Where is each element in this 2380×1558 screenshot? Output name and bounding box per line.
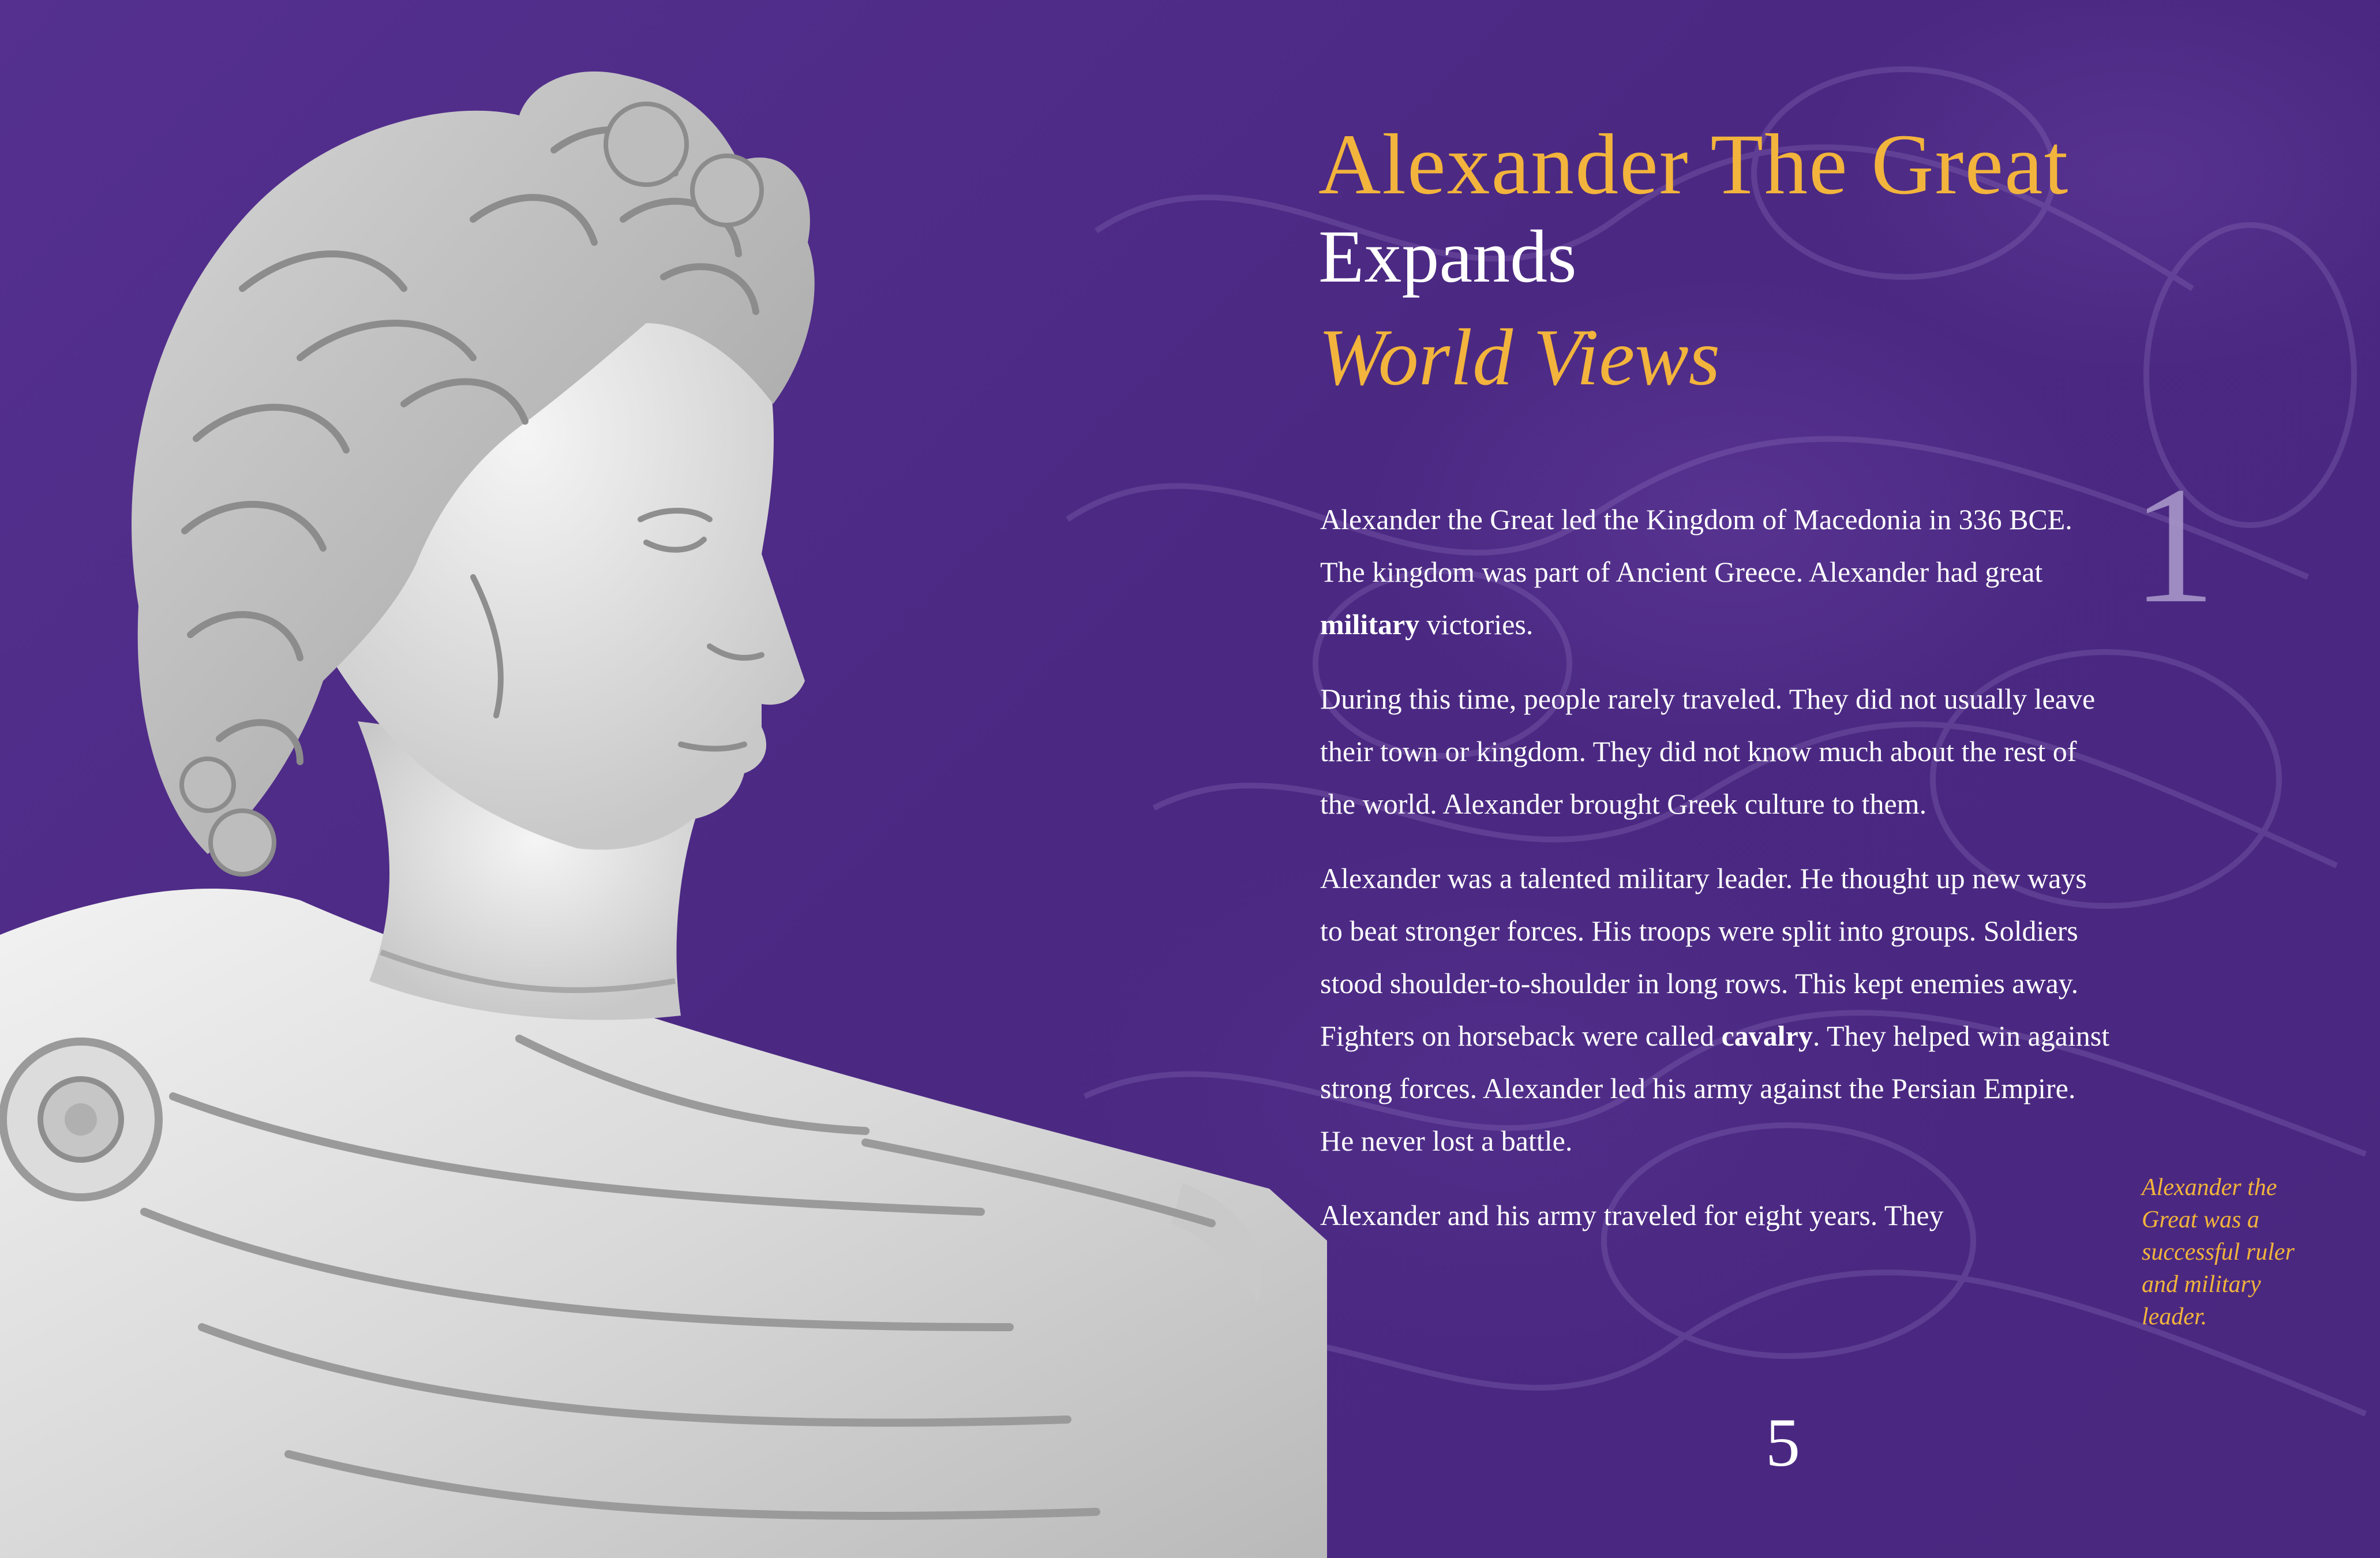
paragraph-3-run-3: . They helped win against strong forces. Alexander led his army against the Persian Empire. He never lost a battle. [1320, 1020, 2110, 1157]
paragraph-3 [1320, 852, 2116, 1167]
section-number: 1 [2132, 452, 2216, 638]
paragraph-4-run-1: Alexander and his army traveled for eight years. They [1320, 1199, 1944, 1231]
paragraph-1 [1320, 493, 2116, 651]
glossary-term-cavalry: cavalry [1721, 1020, 1813, 1052]
title-line-3: World Views [1318, 313, 1721, 402]
glossary-term-military: military [1320, 608, 1420, 641]
body-text [1320, 493, 2116, 1264]
title-line-1: Alexander The Great [1318, 117, 2070, 212]
paragraph-2-run-1: During this time, people rarely traveled. They did not usually leave their town or kingdom. They did not know much about the rest of the world. Alexander brought Greek culture to them. [1320, 683, 2096, 820]
paragraph-4 [1320, 1189, 2116, 1242]
page-number: 5 [1766, 1404, 1800, 1481]
paragraph-1-run-3: victories. [1419, 608, 1534, 641]
paragraph-1-run-1: Alexander the Great led the Kingdom of Macedonia in 336 BCE. The kingdom was part of Ancient Greece. Alexander had great [1320, 503, 2072, 588]
paragraph-3-run-1: Alexander was a talented military leader. He thought up new ways to beat stronger forces. His troops were split into groups. Soldiers stood shoulder-to-shoulder in long rows. This kept enemies away. Fighters on horseback were called [1320, 862, 2087, 1052]
title-line-2: Expands [1318, 215, 1577, 298]
paragraph-2 [1320, 673, 2116, 830]
page-title [1318, 117, 2328, 415]
image-caption: Alexander the Great was a successful ruler and military leader. [2142, 1174, 2295, 1330]
